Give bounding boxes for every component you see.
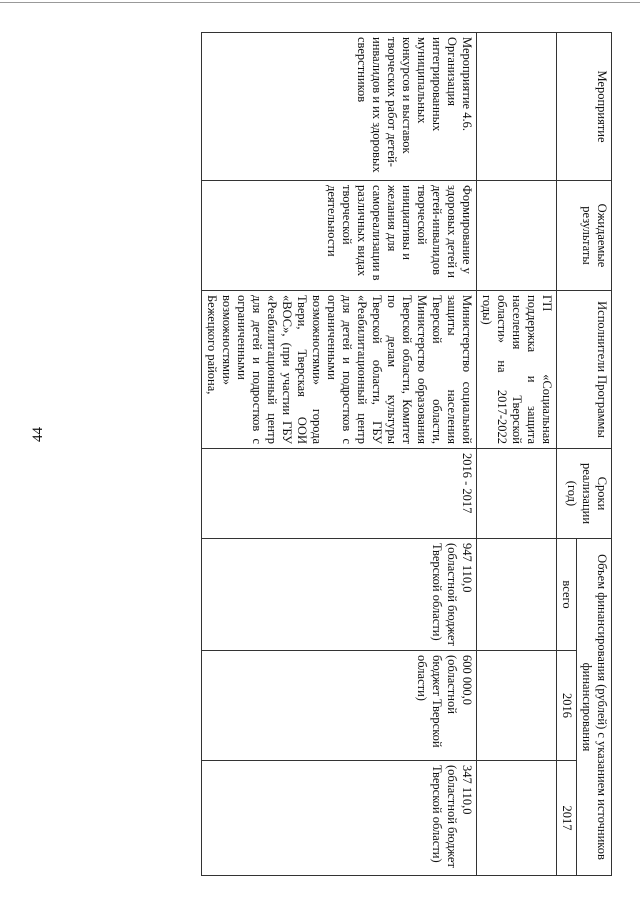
table-row (202, 33, 477, 876)
header-row-1 (577, 33, 612, 876)
cell-terms (477, 449, 557, 539)
program-table (201, 32, 612, 876)
rotated-page (126, 32, 612, 875)
header-executors: Исполнители Программы (557, 291, 612, 449)
table-row (477, 33, 557, 876)
header-event: Мероприятие (557, 33, 612, 181)
header-total: всего (557, 539, 577, 651)
cell-2017: 347 110,0 (областной бюджет Тверской области) (202, 761, 477, 876)
header-2017: 2017 (557, 761, 577, 876)
cell-expected: Формирование у здоровых детей и детей-инвалидов творческой инициативы и желания для самореализации в различных видах творческой деятельности (202, 181, 477, 291)
cell-event: Мероприятие 4.6. Организация интегрированных муниципальных конкурсов и выставок творческих работ детей-инвалидов и их здоровых сверстников (202, 33, 477, 181)
cell-2016 (477, 651, 557, 761)
page-number: 44 (30, 427, 46, 442)
cell-2016: 600 000,0 (областной бюджет Тверской области) (202, 651, 477, 761)
cell-executors: ГП «Социальная поддержка и защита населения Тверской области» на 2017-2022 годы) (477, 291, 557, 449)
cell-event (477, 33, 557, 181)
cell-terms: 2016 - 2017 (202, 449, 477, 539)
page-top-border (0, 2, 640, 3)
cell-total: 947 110,0 (областной бюджет Тверской области) (202, 539, 477, 651)
header-2016: 2016 (557, 651, 577, 761)
cell-2017 (477, 761, 557, 876)
header-funding: Объем финансирования (рублей) с указанием источников финансирования (577, 539, 612, 876)
cell-executors: Министерство социальной защиты населения Тверской области, Министерство образования Тверской области, Комитет по делам культуры Тверской области, ГБУ «Реабилитационный центр для детей и подростков с ограниченными возможностями» города Твери, Тверская ООИ «ВОС», (при участии ГБУ «Реабилитационный центр для детей и подростков с ограниченными возможностями» Бежецкого района, (202, 291, 477, 449)
cell-total (477, 539, 557, 651)
header-terms: Сроки реализации (год) (557, 449, 612, 539)
cell-expected (477, 181, 557, 291)
header-expected: Ожидаемые результаты (557, 181, 612, 291)
